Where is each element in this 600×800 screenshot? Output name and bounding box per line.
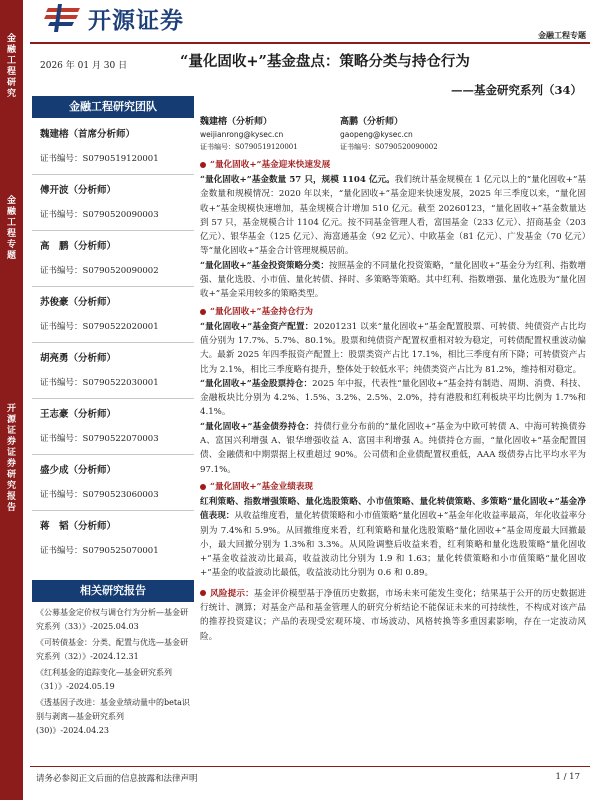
paragraph xyxy=(200,259,586,302)
analyst-name: 高 鹏（分析师） xyxy=(40,241,117,252)
analyst-divider xyxy=(32,398,194,399)
side-rail xyxy=(0,0,23,800)
analyst-cert: 证书编号：S0790519120001 xyxy=(40,154,159,164)
report-date: 2026 年 01 月 30 日 xyxy=(40,61,128,71)
paragraph-lead: “量化固收+”基金投资策略分类： xyxy=(200,260,329,271)
main-content xyxy=(200,158,586,644)
analyst-cert: 证书编号：S0790525070001 xyxy=(40,546,159,556)
author-cert: 证书编号：S0790520090002 xyxy=(340,143,438,151)
rail-label-bottom: 开源证券 证券研究报告 xyxy=(6,404,16,513)
section-heading xyxy=(200,480,586,495)
risk-paragraph xyxy=(200,587,586,644)
author-email[interactable]: weijianrong@kysec.cn xyxy=(200,130,284,139)
analyst-cert: 证书编号：S0790520090002 xyxy=(40,266,159,276)
paragraph-lead: “量化固收+”基金股票持仓： xyxy=(200,378,313,389)
analyst-name: 苏俊豪（分析师） xyxy=(40,297,117,308)
paragraph-lead: 红利策略、指数增强策略、量化选股策略、小市值策略、量化转债策略、多策略“量化固收+”基金净值表现： xyxy=(200,496,586,522)
section-title: “量化固收+”基金业绩表现 xyxy=(210,481,314,492)
author-name: 高鹏（分析师） xyxy=(340,117,404,127)
rail-label-middle: 金融工程专题 xyxy=(6,196,16,261)
analyst-name: 胡亮勇（分析师） xyxy=(40,353,117,364)
paragraph-lead: “量化固收+”基金资产配置： xyxy=(200,321,314,332)
analyst-entry xyxy=(40,406,190,444)
analyst-name: 蒋 韬（分析师） xyxy=(40,521,117,532)
author-card xyxy=(200,114,350,152)
analyst-cert: 证书编号：S0790522020001 xyxy=(40,322,159,332)
paragraph-lead: “量化固收+”基金数量 57 只，规模 1104 亿元。 xyxy=(200,175,395,185)
related-list xyxy=(36,606,194,738)
footer-disclaimer: 请务必参阅正文后面的信息披露和法律声明 xyxy=(36,774,198,784)
page-number: 1 / 17 xyxy=(555,772,580,782)
paragraph xyxy=(200,420,586,477)
header-tag: 金融工程专题 xyxy=(538,31,586,40)
section-title: “量化固收+”基金迎来快速发展 xyxy=(210,160,331,170)
section-title: “量化固收+”基金持仓行为 xyxy=(210,306,314,317)
analyst-entry xyxy=(40,462,190,500)
team-heading: 金融工程研究团队 xyxy=(32,96,194,118)
bullet-icon xyxy=(200,309,206,315)
analyst-cert: 证书编号：S0790522070003 xyxy=(40,434,159,444)
analyst-cert: 证书编号：S0790523060003 xyxy=(40,490,159,500)
author-card xyxy=(340,114,490,152)
bullet-icon xyxy=(200,162,206,168)
analyst-name: 盛少成（分析师） xyxy=(40,465,117,476)
section-heading xyxy=(200,305,586,320)
analyst-name: 魏建榕（首席分析师） xyxy=(40,129,136,140)
related-item[interactable]: 《红利基金的追踪变化—基金研究系列（31）》-2024.05.19 xyxy=(36,668,172,691)
analyst-entry xyxy=(40,182,190,220)
paragraph-body: 从收益维度看，量化转债策略和小市值策略“量化固收+”基金年化收益率最高，年化收益率分别为 7.4%和 5.9%。从回撤维度来看，红利策略和量化选股策略“量化固收+”基金周度最大回撤最小，最大回撤分别为 1.3%和 3.3%。从风险调整后收益来看，红利策略和量化选股策略“量化固收+”基金收益波动比最高，收益波动比分别为 1.9 和 1.63；量化转债策略和小市值策略“量化固收+”基金的收益波动比最低，收益波动比分别为 0.6 和 0.89。 xyxy=(200,511,586,579)
author-cert: 证书编号：S0790519120001 xyxy=(200,143,298,151)
analyst-name: 王志豪（分析师） xyxy=(40,409,117,420)
bullet-icon xyxy=(200,590,206,596)
author-name: 魏建榕（分析师） xyxy=(200,117,273,127)
bullet-icon xyxy=(200,484,206,490)
brand-name: 开源证券 xyxy=(88,7,184,34)
header-divider xyxy=(30,42,590,44)
analyst-name: 傅开波（分析师） xyxy=(40,185,117,196)
analyst-divider xyxy=(32,230,194,231)
paragraph xyxy=(200,320,586,377)
paragraph xyxy=(200,173,586,259)
analyst-entry xyxy=(40,350,190,388)
paragraph-body: 20201231 以来“量化固收+”基金配置股票、可转债、纯债资产占比均值分别为 17.7%、5.7%、80.1%。股票和纯债资产配置权重相对较为稳定，可转债配置权重波动偏大。最新 2025 年四季报资产配置上：股票类资产占比 17.1%，相比三季度有所下降；可转债资产占比为 2.1%，相比三季度略有提升，整体处于较低水平；纯债类资产占比为 81.2%，维持相对稳定。 xyxy=(200,321,586,375)
analyst-divider xyxy=(32,510,194,511)
related-item[interactable]: 《公募基金定价权与调仓行为分析—基金研究系列（33）》-2025.04.03 xyxy=(36,608,188,631)
report-title: “量化固收+”基金盘点：策略分类与持仓行为 xyxy=(180,53,470,70)
paragraph-body: 持债行业分布前的“量化固收+”基金为中欧可转债 A、中海可转换债券 A、富国兴利增强 A、银华增强收益 A、富国丰利增强 A。纯债持仓方面，“量化固收+”基金配置国债、金融债和中期票据上权重超过 90%。公司债和企业债配置权重低，AAA 级债券占比平均水平为 97.1%。 xyxy=(200,421,586,475)
related-item[interactable]: 《透基因子改进：基金业绩动量中的beta识别与剥离—基金研究系列(30)》-2024.04.23 xyxy=(36,698,190,735)
analyst-entry xyxy=(40,294,190,332)
risk-body: 基金评价模型基于净值历史数据，市场未来可能发生变化；结果基于公开的历史数据进行统计、测算；对基金产品和基金管理人的研究分析结论不能保证未来的可持续性，不构成对该产品的推荐投资建议；产品的表现受宏观环境、市场波动、风格转换等多重因素影响，存在一定波动风险。 xyxy=(200,588,586,642)
analyst-divider xyxy=(32,286,194,287)
footer-divider xyxy=(30,766,590,767)
author-email[interactable]: gaopeng@kysec.cn xyxy=(340,130,413,139)
paragraph xyxy=(200,495,586,581)
related-item[interactable]: 《可转债基金：分类、配置与优选—基金研究系列（32）》-2024.12.31 xyxy=(36,638,188,661)
analyst-divider xyxy=(32,454,194,455)
analyst-entry xyxy=(40,518,190,556)
rail-label-top: 金融工程研究 xyxy=(6,34,16,99)
paragraph-body: 按照基金的不同量化投资策略，“量化固收+”基金分为红利、指数增强、量化选股、小市值、量化转债、择时、多策略等策略。其中红利、指数增强、量化选股为“量化固收+”基金采用较多的策略类型。 xyxy=(200,260,586,300)
analyst-entry xyxy=(40,126,190,164)
logo-icon xyxy=(44,4,84,32)
related-heading: 相关研究报告 xyxy=(32,580,194,602)
paragraph-body: 2025 年中报，代表性“量化固收+”基金持有制造、周期、消费、科技、金融板块比分别为 4.2%、1.5%、3.2%、2.5%、2.0%，持有港股和红利板块平均比例为 1.7%和 4.1%。 xyxy=(200,378,587,418)
report-subtitle: ——基金研究系列（34） xyxy=(450,83,582,97)
risk-lead: 风险提示： xyxy=(210,588,254,599)
paragraph xyxy=(200,377,586,420)
brand-logo xyxy=(44,2,184,34)
analyst-divider xyxy=(32,174,194,175)
paragraph-body: 我们统计基金规模在 1 亿元以上的“量化固收+”基金数量和规模情况：2020 年以来，“量化固收+”基金迎来快速发展，2025 年三季度以来，“量化固收+”基金规模快速增加，基金规模合计增加 510 亿元。截至 20260123，“量化固收+”基金数量达到 57 只，基金规模合计 1104 亿元。按不同基金管理人看，富国基金（233 亿元）、招商基金（203 亿元）、银华基金（125 亿元）、海富通基金（92 亿元）、中欧基金（81 亿元）、广发基金（70 亿元）等“量化固收+”基金合计管理规模居前。 xyxy=(200,175,586,257)
analyst-entry xyxy=(40,238,190,276)
analyst-cert: 证书编号：S0790520090003 xyxy=(40,210,159,220)
paragraph-lead: “量化固收+”基金债券持仓： xyxy=(200,421,315,432)
analyst-cert: 证书编号：S0790522030001 xyxy=(40,378,159,388)
section-heading xyxy=(200,158,586,173)
analyst-divider xyxy=(32,342,194,343)
